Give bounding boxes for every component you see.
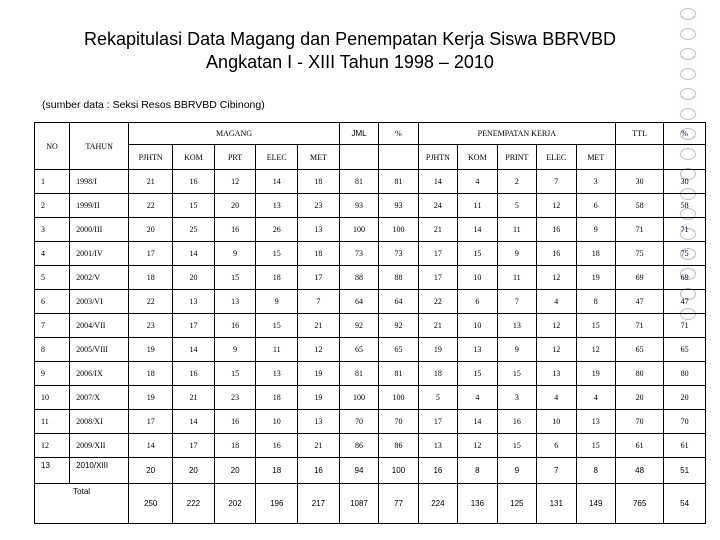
cell-tahun: 2008/XI [70,410,129,434]
cell-pct2: 51 [664,458,706,484]
cell-magang-kom: 17 [173,314,215,338]
cell-no: 10 [35,386,70,410]
cell-pct2: 71 [664,218,706,242]
cell-tahun: 2000/III [70,218,129,242]
cell-penempatan-met: 15 [576,314,616,338]
header-penempatan: PENEMPATAN KERJA [418,123,615,145]
cell-magang-prt: 18 [214,434,256,458]
recap-table [34,122,706,524]
cell-pct: 92 [379,314,418,338]
cell-tahun: 1999/II [70,194,129,218]
cell-penempatan-pjhtn: 16 [418,458,457,484]
cell-penempatan-met: 18 [576,242,616,266]
cell-penempatan-print: 15 [497,434,536,458]
header-penempatan-pjhtn: PJHTN [418,145,457,170]
cell-jml: 92 [339,314,378,338]
cell-no: 5 [35,266,70,290]
cell-penempatan-elec: 4 [537,386,576,410]
header-pct: % [379,123,418,145]
header-no: NO [35,123,70,170]
cell-total-ttl: 765 [616,484,664,524]
cell-pct: 73 [379,242,418,266]
cell-total-magang-met: 217 [298,484,340,524]
cell-magang-prt: 15 [214,362,256,386]
cell-penempatan-pjhtn: 17 [418,242,457,266]
cell-penempatan-kom: 10 [458,266,497,290]
cell-penempatan-print: 11 [497,218,536,242]
cell-ttl: 61 [616,434,664,458]
cell-magang-elec: 16 [256,434,298,458]
cell-total-penempatan-met: 149 [576,484,616,524]
cell-magang-kom: 13 [173,290,215,314]
header-empty-cell [664,145,706,170]
cell-total-magang-kom: 222 [173,484,215,524]
cell-magang-elec: 15 [256,242,298,266]
cell-magang-met: 19 [298,386,340,410]
cell-ttl: 30 [616,170,664,194]
cell-pct2: 75 [664,242,706,266]
cell-total-penempatan-pjhtn: 224 [418,484,457,524]
cell-pct: 88 [379,266,418,290]
cell-magang-pjhtn: 22 [129,290,173,314]
cell-penempatan-kom: 15 [458,362,497,386]
cell-pct2: 61 [664,434,706,458]
cell-penempatan-met: 19 [576,266,616,290]
cell-penempatan-met: 6 [576,194,616,218]
ring-decoration [680,108,696,120]
header-magang-prt: PRT [214,145,256,170]
cell-total-magang-prt: 202 [214,484,256,524]
cell-magang-prt: 16 [214,314,256,338]
cell-magang-met: 23 [298,194,340,218]
cell-jml: 64 [339,290,378,314]
header-pct2: % [664,123,706,145]
table-row [35,290,706,314]
cell-penempatan-print: 9 [497,458,536,484]
cell-penempatan-elec: 10 [537,410,576,434]
cell-pct: 81 [379,170,418,194]
header-magang-met: MET [298,145,340,170]
cell-magang-elec: 18 [256,266,298,290]
cell-penempatan-print: 2 [497,170,536,194]
cell-penempatan-print: 7 [497,290,536,314]
cell-tahun: 2007/X [70,386,129,410]
cell-no: 4 [35,242,70,266]
cell-penempatan-print: 13 [497,314,536,338]
cell-pct2: 65 [664,338,706,362]
table-row [35,386,706,410]
cell-penempatan-pjhtn: 19 [418,338,457,362]
cell-magang-prt: 12 [214,170,256,194]
cell-magang-met: 18 [298,242,340,266]
header-penempatan-print: PRINT [497,145,536,170]
cell-ttl: 69 [616,266,664,290]
cell-magang-met: 13 [298,218,340,242]
cell-ttl: 58 [616,194,664,218]
cell-jml: 100 [339,218,378,242]
cell-magang-pjhtn: 14 [129,434,173,458]
cell-magang-elec: 15 [256,314,298,338]
table-row [35,266,706,290]
cell-magang-kom: 25 [173,218,215,242]
table-row [35,194,706,218]
cell-penempatan-met: 15 [576,434,616,458]
cell-no: 3 [35,218,70,242]
cell-pct2: 20 [664,386,706,410]
cell-penempatan-met: 3 [576,170,616,194]
cell-penempatan-print: 9 [497,242,536,266]
cell-pct2: 30 [664,170,706,194]
cell-penempatan-pjhtn: 24 [418,194,457,218]
cell-pct: 100 [379,458,418,484]
cell-penempatan-elec: 16 [537,218,576,242]
cell-no: 13 [35,458,70,484]
cell-no: 1 [35,170,70,194]
slide-title [30,28,670,74]
cell-magang-kom: 16 [173,170,215,194]
cell-pct2: 69 [664,266,706,290]
cell-total-magang-elec: 196 [256,484,298,524]
cell-jml: 81 [339,362,378,386]
cell-no: 8 [35,338,70,362]
cell-magang-prt: 20 [214,194,256,218]
cell-magang-pjhtn: 19 [129,338,173,362]
cell-penempatan-print: 9 [497,338,536,362]
cell-no: 2 [35,194,70,218]
cell-magang-elec: 9 [256,290,298,314]
table-row [35,338,706,362]
cell-penempatan-met: 13 [576,410,616,434]
ring-decoration [680,88,696,100]
cell-penempatan-met: 19 [576,362,616,386]
cell-magang-kom: 20 [173,266,215,290]
cell-pct2: 47 [664,290,706,314]
cell-tahun: 2001/IV [70,242,129,266]
cell-jml: 94 [339,458,378,484]
cell-tahun: 1998/I [70,170,129,194]
cell-no: 12 [35,434,70,458]
cell-magang-met: 17 [298,266,340,290]
cell-tahun: 2004/VII [70,314,129,338]
cell-magang-met: 18 [298,170,340,194]
cell-magang-elec: 26 [256,218,298,242]
cell-magang-elec: 18 [256,386,298,410]
cell-penempatan-pjhtn: 14 [418,170,457,194]
cell-magang-met: 13 [298,410,340,434]
header-ttl: TTL [616,123,664,145]
cell-no: 9 [35,362,70,386]
header-magang-pjhtn: PJHTN [129,145,173,170]
cell-penempatan-elec: 12 [537,314,576,338]
cell-magang-pjhtn: 20 [129,458,173,484]
cell-penempatan-kom: 11 [458,194,497,218]
cell-penempatan-met: 12 [576,338,616,362]
cell-penempatan-print: 11 [497,266,536,290]
table-row [35,218,706,242]
cell-magang-kom: 21 [173,386,215,410]
cell-jml: 86 [339,434,378,458]
cell-pct: 81 [379,362,418,386]
title-line-2: Angkatan I - XIII Tahun 1998 – 2010 [206,52,494,72]
cell-magang-kom: 14 [173,242,215,266]
header-empty-cell [616,145,664,170]
cell-penempatan-kom: 12 [458,434,497,458]
header-penempatan-met: MET [576,145,616,170]
cell-total-penempatan-kom: 136 [458,484,497,524]
header-tahun: TAHUN [70,123,129,170]
table-row [35,170,706,194]
cell-penempatan-pjhtn: 21 [418,218,457,242]
ring-decoration [680,48,696,60]
header-empty-cell [339,145,378,170]
cell-no: 6 [35,290,70,314]
cell-penempatan-met: 4 [576,386,616,410]
cell-penempatan-met: 8 [576,458,616,484]
cell-jml: 70 [339,410,378,434]
cell-penempatan-pjhtn: 18 [418,362,457,386]
cell-magang-prt: 20 [214,458,256,484]
cell-ttl: 20 [616,386,664,410]
cell-penempatan-pjhtn: 13 [418,434,457,458]
cell-no: 7 [35,314,70,338]
ring-decoration [680,28,696,40]
cell-penempatan-kom: 13 [458,338,497,362]
cell-tahun: 2010/XIII [70,458,129,484]
cell-tahun: 2005/VIII [70,338,129,362]
header-jml: JML [339,123,378,145]
cell-jml: 93 [339,194,378,218]
cell-penempatan-kom: 14 [458,410,497,434]
cell-tahun: 2009/XII [70,434,129,458]
cell-tahun: 2003/VI [70,290,129,314]
cell-penempatan-kom: 4 [458,170,497,194]
cell-penempatan-kom: 6 [458,290,497,314]
cell-magang-prt: 16 [214,410,256,434]
cell-total-label: Total [35,484,129,524]
cell-penempatan-elec: 12 [537,194,576,218]
table-row [35,314,706,338]
cell-jml: 65 [339,338,378,362]
header-penempatan-elec: ELEC [537,145,576,170]
cell-total-pct: 77 [379,484,418,524]
cell-magang-prt: 9 [214,338,256,362]
source-note: (sumber data : Seksi Resos BBRVBD Cibinong) [42,99,265,111]
cell-penempatan-print: 16 [497,410,536,434]
cell-pct2: 71 [664,314,706,338]
cell-magang-kom: 15 [173,194,215,218]
cell-penempatan-met: 9 [576,218,616,242]
cell-ttl: 75 [616,242,664,266]
cell-penempatan-met: 8 [576,290,616,314]
header-row-2 [35,145,706,170]
cell-penempatan-pjhtn: 17 [418,410,457,434]
cell-penempatan-kom: 14 [458,218,497,242]
header-magang: MAGANG [129,123,340,145]
cell-ttl: 70 [616,410,664,434]
cell-total-penempatan-print: 125 [497,484,536,524]
cell-magang-met: 19 [298,362,340,386]
cell-magang-pjhtn: 22 [129,194,173,218]
cell-penempatan-pjhtn: 21 [418,314,457,338]
cell-pct: 100 [379,386,418,410]
cell-penempatan-print: 15 [497,362,536,386]
cell-pct2: 58 [664,194,706,218]
header-empty-cell [379,145,418,170]
cell-penempatan-print: 3 [497,386,536,410]
cell-penempatan-pjhtn: 22 [418,290,457,314]
cell-penempatan-elec: 12 [537,266,576,290]
cell-magang-kom: 16 [173,362,215,386]
cell-magang-met: 16 [298,458,340,484]
cell-total-penempatan-elec: 131 [537,484,576,524]
cell-magang-met: 21 [298,434,340,458]
cell-magang-prt: 16 [214,218,256,242]
cell-magang-pjhtn: 17 [129,242,173,266]
cell-magang-elec: 13 [256,362,298,386]
cell-penempatan-kom: 10 [458,314,497,338]
table-row [35,458,706,484]
cell-penempatan-elec: 12 [537,338,576,362]
cell-penempatan-elec: 16 [537,242,576,266]
cell-jml: 88 [339,266,378,290]
cell-penempatan-print: 5 [497,194,536,218]
cell-penempatan-kom: 4 [458,386,497,410]
ring-decoration [680,8,696,20]
cell-ttl: 65 [616,338,664,362]
cell-pct: 100 [379,218,418,242]
cell-total-pct2: 54 [664,484,706,524]
cell-ttl: 80 [616,362,664,386]
cell-magang-prt: 13 [214,290,256,314]
cell-magang-met: 21 [298,314,340,338]
cell-pct: 65 [379,338,418,362]
cell-pct2: 70 [664,410,706,434]
header-penempatan-kom: KOM [458,145,497,170]
cell-jml: 81 [339,170,378,194]
table-row-total [35,484,706,524]
cell-jml: 73 [339,242,378,266]
cell-magang-prt: 15 [214,266,256,290]
cell-total-jml: 1087 [339,484,378,524]
cell-magang-pjhtn: 23 [129,314,173,338]
cell-tahun: 2006/IX [70,362,129,386]
cell-magang-elec: 13 [256,194,298,218]
cell-magang-prt: 23 [214,386,256,410]
cell-magang-kom: 17 [173,434,215,458]
cell-penempatan-pjhtn: 17 [418,266,457,290]
cell-magang-pjhtn: 18 [129,362,173,386]
cell-penempatan-elec: 4 [537,290,576,314]
cell-penempatan-pjhtn: 5 [418,386,457,410]
cell-magang-elec: 18 [256,458,298,484]
table-row [35,434,706,458]
cell-magang-pjhtn: 17 [129,410,173,434]
cell-magang-elec: 11 [256,338,298,362]
cell-ttl: 71 [616,218,664,242]
cell-tahun: 2002/V [70,266,129,290]
cell-magang-elec: 10 [256,410,298,434]
header-magang-kom: KOM [173,145,215,170]
cell-magang-pjhtn: 18 [129,266,173,290]
cell-magang-met: 7 [298,290,340,314]
cell-penempatan-kom: 8 [458,458,497,484]
header-row-1 [35,123,706,145]
table-row [35,410,706,434]
cell-jml: 100 [339,386,378,410]
cell-ttl: 71 [616,314,664,338]
cell-magang-elec: 14 [256,170,298,194]
cell-pct: 86 [379,434,418,458]
cell-magang-prt: 9 [214,242,256,266]
cell-magang-met: 12 [298,338,340,362]
cell-no: 11 [35,410,70,434]
cell-ttl: 48 [616,458,664,484]
cell-pct2: 80 [664,362,706,386]
cell-magang-pjhtn: 19 [129,386,173,410]
cell-magang-kom: 14 [173,338,215,362]
table-row [35,242,706,266]
cell-penempatan-elec: 7 [537,458,576,484]
cell-ttl: 47 [616,290,664,314]
title-line-1: Rekapitulasi Data Magang dan Penempatan Kerja Siswa BBRVBD [84,29,616,49]
cell-magang-kom: 20 [173,458,215,484]
table-row [35,362,706,386]
ring-decoration [680,68,696,80]
cell-pct: 70 [379,410,418,434]
cell-total-magang-pjhtn: 250 [129,484,173,524]
cell-pct: 93 [379,194,418,218]
header-magang-elec: ELEC [256,145,298,170]
cell-penempatan-elec: 7 [537,170,576,194]
cell-penempatan-elec: 6 [537,434,576,458]
cell-penempatan-elec: 13 [537,362,576,386]
cell-magang-pjhtn: 20 [129,218,173,242]
cell-magang-pjhtn: 21 [129,170,173,194]
cell-magang-kom: 14 [173,410,215,434]
cell-penempatan-kom: 15 [458,242,497,266]
cell-pct: 64 [379,290,418,314]
